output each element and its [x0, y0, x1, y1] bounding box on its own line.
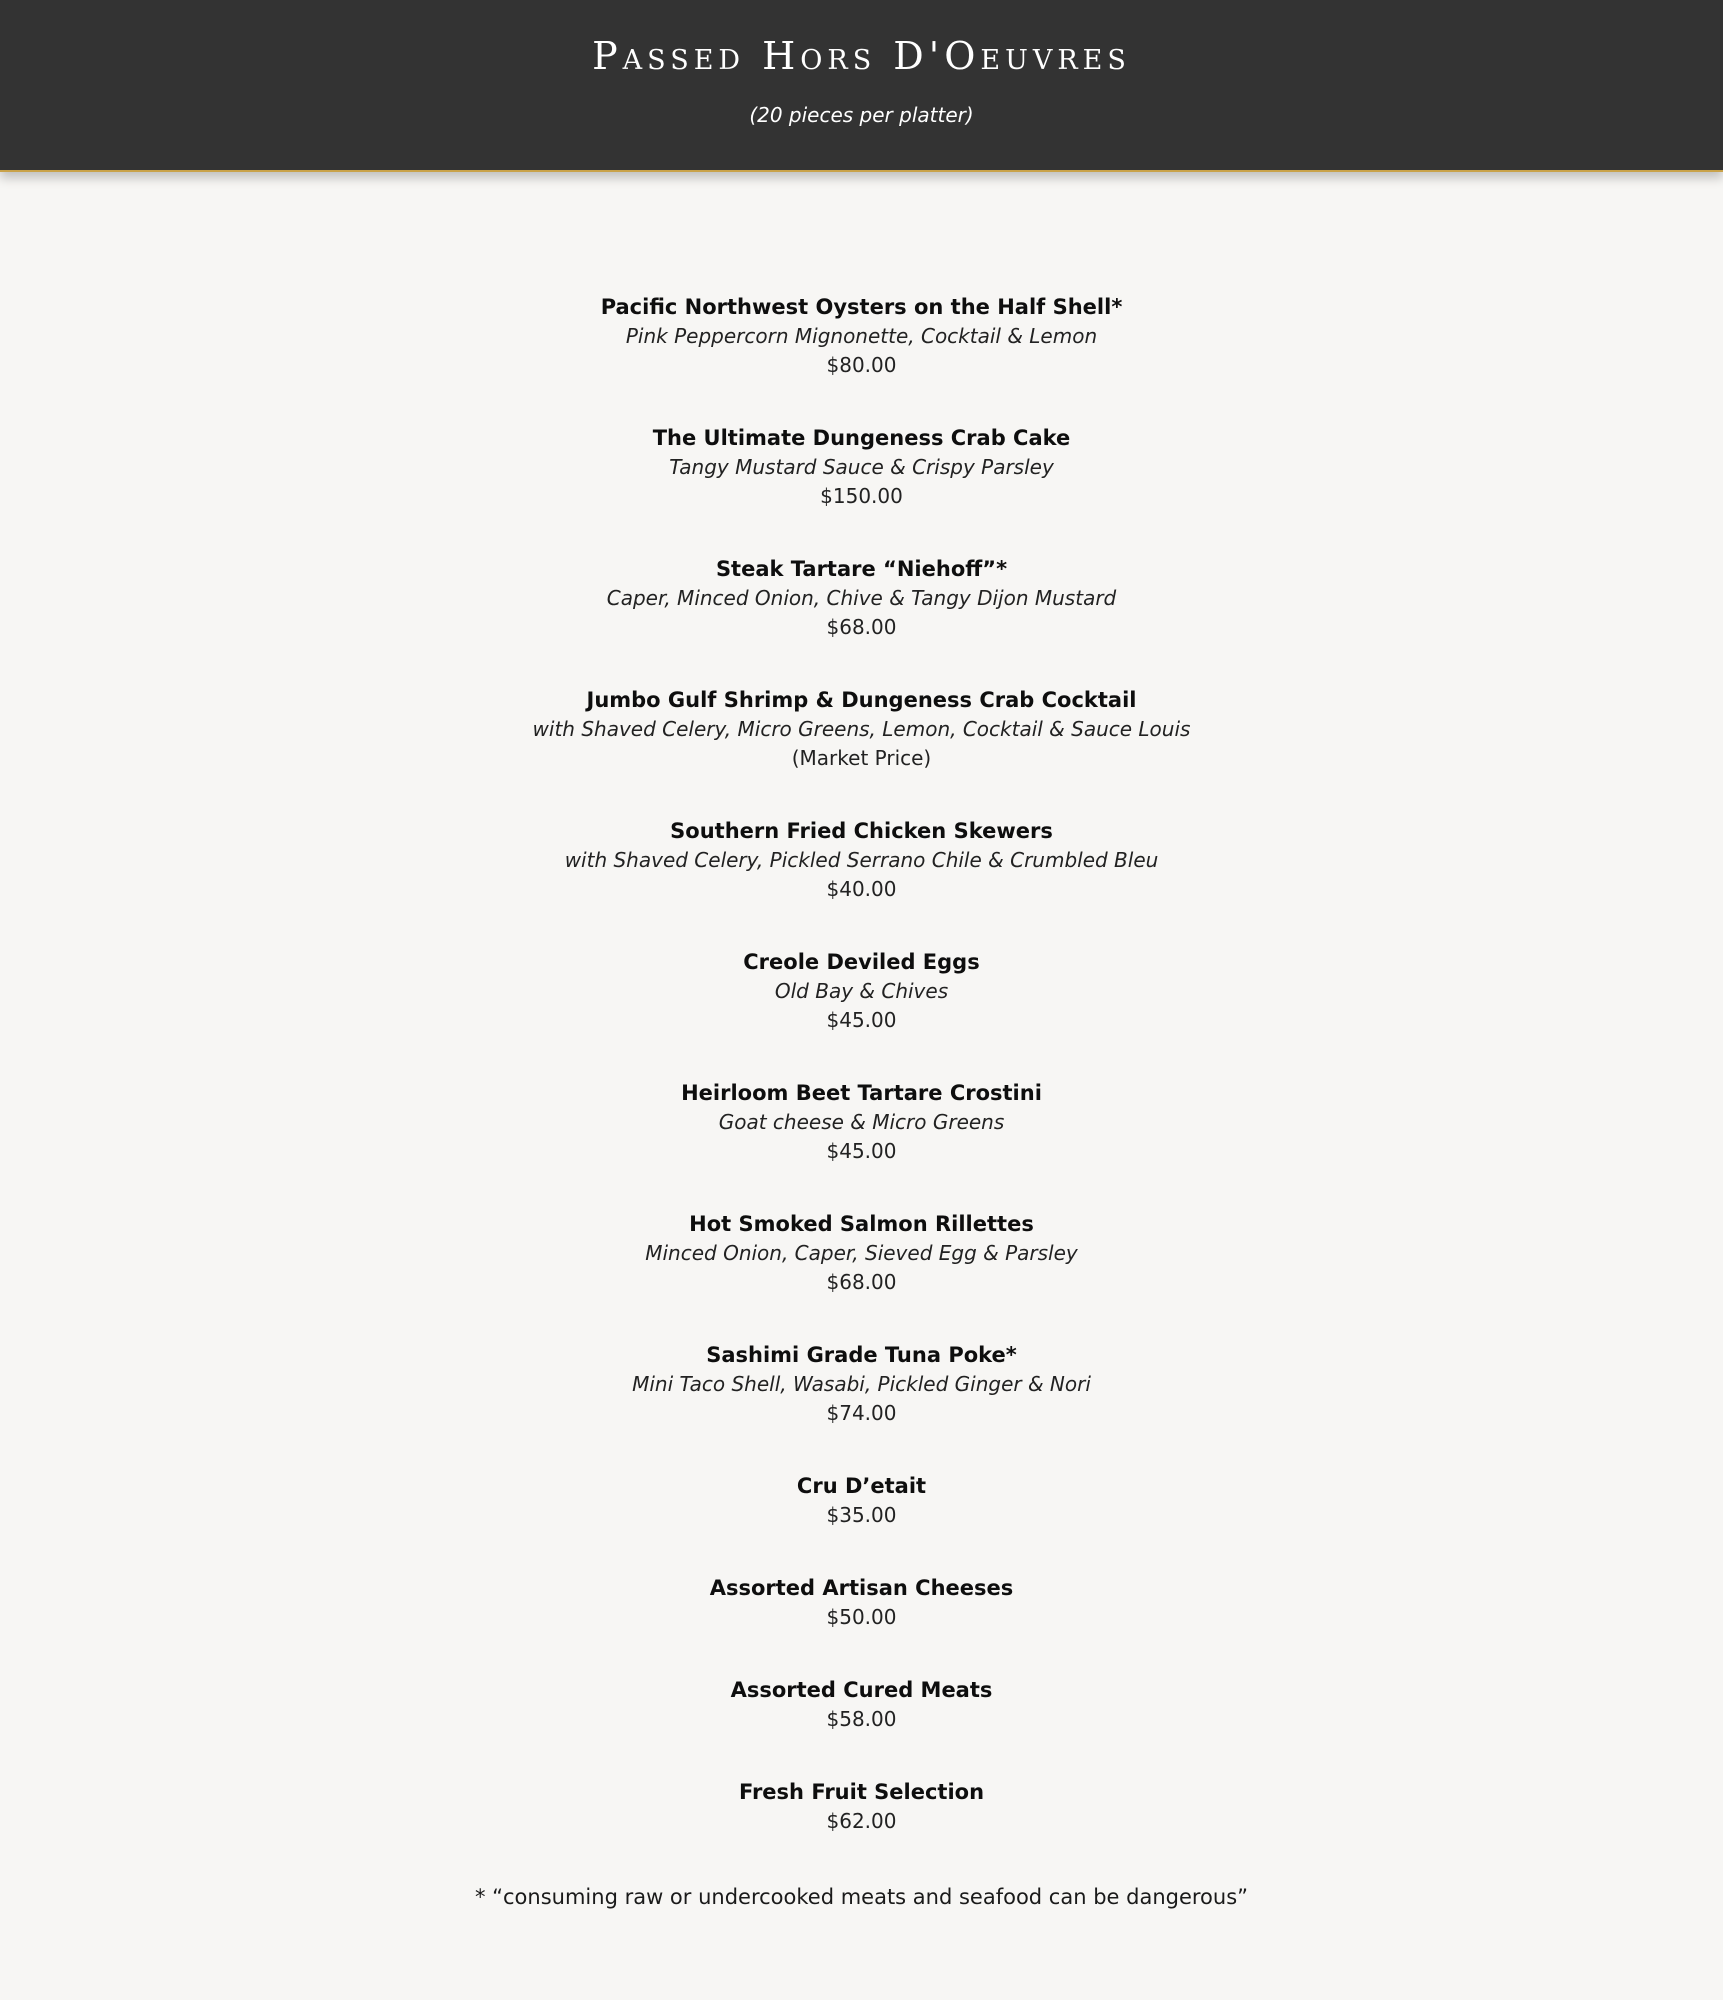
item-name: Assorted Artisan Cheeses [709, 1576, 1014, 1600]
menu-item [0, 686, 1723, 773]
item-description: Goat cheese & Micro Greens [718, 1110, 1005, 1134]
menu-item [0, 293, 1723, 380]
item-name: Creole Deviled Eggs [743, 950, 980, 974]
item-name: Steak Tartare “Niehoff”* [715, 557, 1008, 581]
item-description: Minced Onion, Caper, Sieved Egg & Parsley [645, 1241, 1078, 1265]
item-name: Pacific Northwest Oysters on the Half Shell* [600, 295, 1123, 319]
item-description: with Shaved Celery, Pickled Serrano Chile & Crumbled Bleu [564, 848, 1159, 872]
item-price: $45.00 [826, 1008, 897, 1032]
item-description: with Shaved Celery, Micro Greens, Lemon, Cocktail & Sauce Louis [532, 717, 1191, 741]
item-name: Hot Smoked Salmon Rillettes [689, 1212, 1034, 1236]
item-name: Assorted Cured Meats [730, 1678, 993, 1702]
menu-item [0, 817, 1723, 904]
menu-item [0, 424, 1723, 511]
item-description: Old Bay & Chives [774, 979, 949, 1003]
item-price: $62.00 [826, 1809, 897, 1833]
item-name: Heirloom Beet Tartare Crostini [681, 1081, 1042, 1105]
menu-item [0, 1079, 1723, 1166]
menu-item [0, 1472, 1723, 1530]
item-description: Mini Taco Shell, Wasabi, Pickled Ginger & Nori [632, 1372, 1091, 1396]
item-name: Southern Fried Chicken Skewers [670, 819, 1053, 843]
item-price: $50.00 [826, 1605, 897, 1629]
item-price: $58.00 [826, 1707, 897, 1731]
item-price: $74.00 [826, 1401, 897, 1425]
menu-item [0, 948, 1723, 1035]
page-title: Passed Hors D'Oeuvres [592, 34, 1131, 78]
item-name: Cru D’etait [796, 1474, 927, 1498]
item-price: $45.00 [826, 1139, 897, 1163]
item-price: $150.00 [820, 484, 903, 508]
item-price: $40.00 [826, 877, 897, 901]
menu-item [0, 1210, 1723, 1297]
item-price: $80.00 [826, 353, 897, 377]
menu-item [0, 555, 1723, 642]
page-subtitle: (20 pieces per platter) [749, 103, 974, 127]
menu-item [0, 1676, 1723, 1734]
item-name: Sashimi Grade Tuna Poke* [706, 1343, 1017, 1367]
menu-item [0, 1341, 1723, 1428]
item-price: $68.00 [826, 1270, 897, 1294]
menu-item [0, 1778, 1723, 1836]
item-name: Jumbo Gulf Shrimp & Dungeness Crab Cocktail [586, 688, 1137, 712]
item-price: (Market Price) [791, 746, 932, 770]
item-description: Tangy Mustard Sauce & Crispy Parsley [669, 455, 1054, 479]
item-name: Fresh Fruit Selection [738, 1780, 985, 1804]
menu-item [0, 1574, 1723, 1632]
raw-food-disclaimer: * “consuming raw or undercooked meats and seafood can be dangerous” [474, 1885, 1249, 1909]
page-header [0, 0, 1723, 172]
item-description: Pink Peppercorn Mignonette, Cocktail & Lemon [625, 324, 1098, 348]
item-description: Caper, Minced Onion, Chive & Tangy Dijon Mustard [606, 586, 1117, 610]
item-price: $35.00 [826, 1503, 897, 1527]
item-price: $68.00 [826, 615, 897, 639]
menu-list [0, 293, 1723, 1880]
item-name: The Ultimate Dungeness Crab Cake [652, 426, 1071, 450]
